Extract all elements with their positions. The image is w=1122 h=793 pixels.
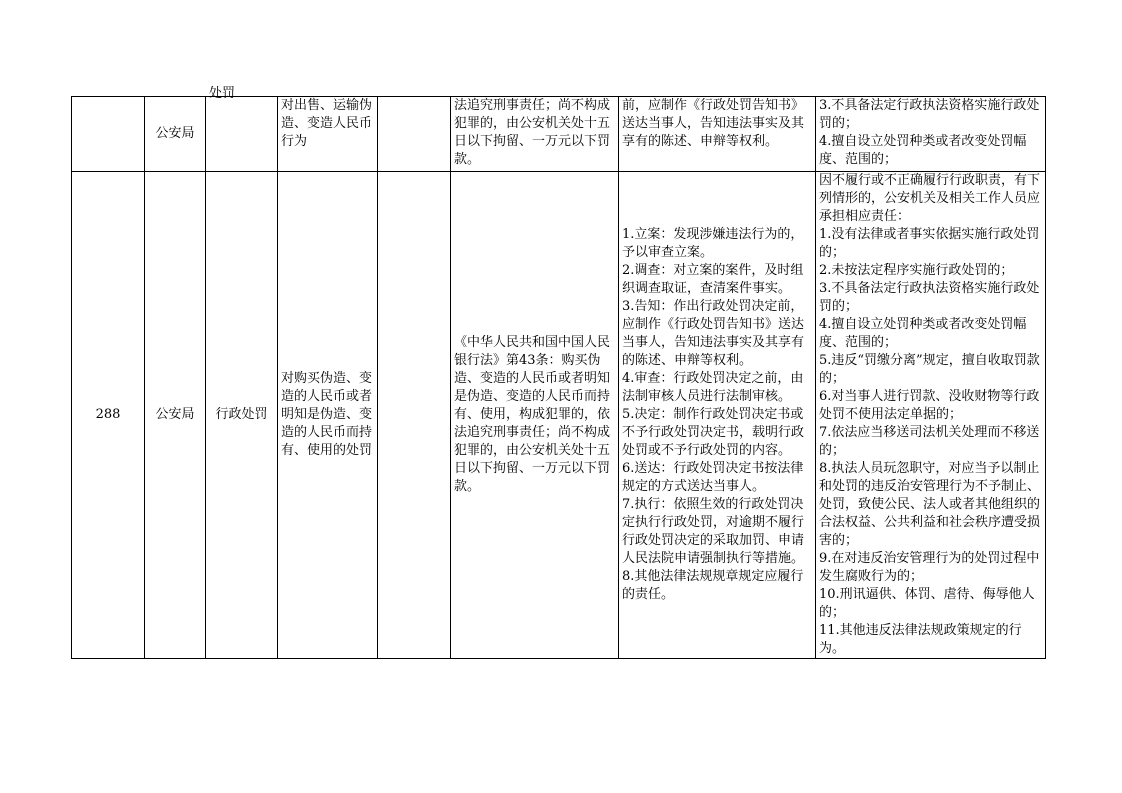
type-cell: 行政处罚 xyxy=(206,172,278,659)
department-cell: 公安局 xyxy=(145,172,206,659)
process-cell: 前，应制作《行政处罚告知书》送达当事人，告知违法事实及其享有的陈述、申辩等权利。 xyxy=(619,97,816,172)
item-cell: 对出售、运输伪造、变造人民币行为 xyxy=(278,97,378,172)
table-row xyxy=(72,172,1046,659)
power-list-table xyxy=(71,86,1046,659)
row-number-cell xyxy=(72,97,145,172)
basis-cell: 法追究刑事责任；尚不构成犯罪的，由公安机关处十五日以下拘留、一万元以下罚款。 xyxy=(451,97,619,172)
department-cell: 公安局 xyxy=(145,97,206,172)
basis-cell: 《中华人民共和国中国人民银行法》第43条：购买伪造、变造的人民币或者明知是伪造、变造的人民币而持有、使用，构成犯罪的，依法追究刑事责任；尚不构成犯罪的，由公安机关处十五日以下拘留、一万元以下罚款。 xyxy=(451,172,619,659)
table-row xyxy=(72,97,1046,172)
type-text-fragment: 处罚 xyxy=(209,86,236,101)
type-cell xyxy=(206,86,278,172)
process-cell: 1.立案：发现涉嫌违法行为的，予以审查立案。 2.调查：对立案的案件，及时组织调查取证，查清案件事实。 3.告知：作出行政处罚决定前，应制作《行政处罚告知书》送达当事人，告知违法事实及其享有的陈述、申辩等权利。 4.审查：行政处罚决定之前，由法制审核人员进行法制审核。 5.决定：制作行政处罚决定书或不予行政处罚决定书，载明行政处罚或不予行政处罚的内容。 6.送达：行政处罚决定书按法律规定的方式送达当事人。 7.执行：依照生效的行政处罚决定执行行政处罚，对逾期不履行行政处罚决定的采取加罚、申请人民法院申请强制执行等措施。 8.其他法律法规规章规定应履行的责任。 xyxy=(619,172,816,659)
row-number-cell: 288 xyxy=(72,172,145,659)
blank-cell xyxy=(378,172,451,659)
blank-cell xyxy=(378,97,451,172)
liability-cell: 3.不具备法定行政执法资格实施行政处罚的； 4.擅自设立处罚种类或者改变处罚幅度、范围的； xyxy=(816,97,1046,172)
item-cell: 对购买伪造、变造的人民币或者明知是伪造、变造的人民币而持有、使用的处罚 xyxy=(278,172,378,659)
liability-cell: 因不履行或不正确履行行政职责，有下列情形的，公安机关及相关工作人员应承担相应责任： 1.没有法律或者事实依据实施行政处罚的； 2.未按法定程序实施行政处罚的； 3.不具备法定行政执法资格实施行政处罚的； 4.擅自设立处罚种类或者改变处罚幅度、范围的； 5.违反“罚缴分离”规定，擅自收取罚款的； 6.对当事人进行罚款、没收财物等行政处罚不使用法定单据的； 7.依法应当移送司法机关处理而不移送的； 8.执法人员玩忽职守，对应当予以制止和处罚的违反治安管理行为不予制止、处罚，致使公民、法人或者其他组织的合法权益、公共利益和社会秩序遭受损害的； 9.在对违反治安管理行为的处罚过程中发生腐败行为的； 10.刑讯逼供、体罚、虐待、侮辱他人的； 11.其他违反法律法规政策规定的行为。 xyxy=(816,172,1046,659)
